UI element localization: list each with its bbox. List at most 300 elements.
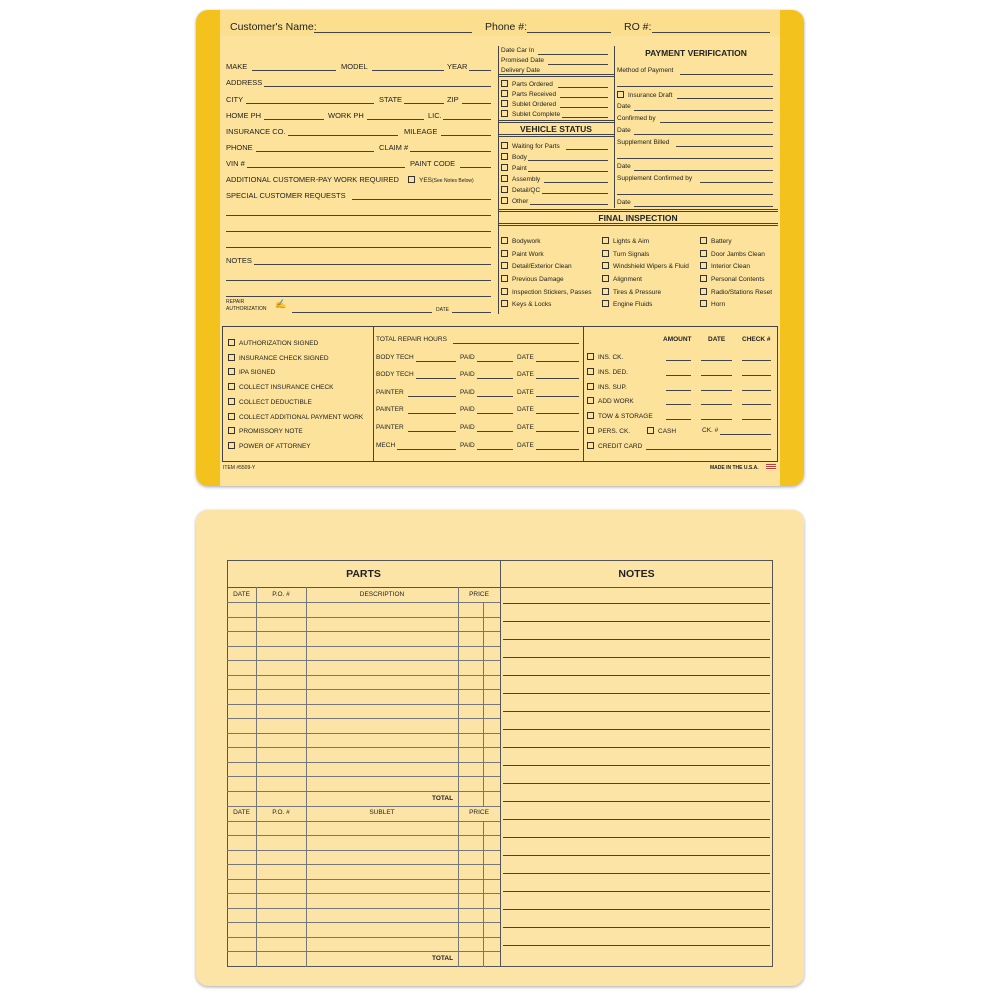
payment-line[interactable] <box>617 194 773 195</box>
inspection-label: Alignment <box>613 276 642 283</box>
table-row[interactable] <box>227 922 500 923</box>
divider <box>498 134 614 137</box>
sublet-complete-checkbox[interactable] <box>501 110 560 118</box>
cash-label: CASH <box>658 428 677 435</box>
inspection-checkbox[interactable] <box>700 275 764 283</box>
insurance-draft-field[interactable] <box>677 98 773 99</box>
ro-label: RO #: <box>624 21 652 33</box>
checklist-item[interactable] <box>228 339 318 347</box>
supplement-billed-field[interactable] <box>676 146 773 147</box>
lic-label: LIC. <box>428 111 442 120</box>
notes-line[interactable] <box>503 603 770 604</box>
special-requests-line[interactable] <box>226 215 491 216</box>
work-ph-field[interactable] <box>367 119 424 120</box>
city-field[interactable] <box>246 103 374 104</box>
customer-name-field[interactable] <box>314 32 472 33</box>
notes-line[interactable] <box>503 837 770 838</box>
notes-line[interactable] <box>254 264 491 265</box>
right-flap <box>780 10 804 486</box>
hours-field[interactable] <box>408 396 456 397</box>
table-row[interactable] <box>227 660 500 661</box>
status-label: Detail/QC <box>512 187 541 194</box>
phone-label: Phone #: <box>485 21 528 33</box>
col-line <box>458 806 459 967</box>
status-field[interactable] <box>542 193 608 194</box>
table-row[interactable] <box>227 762 500 763</box>
table-row[interactable] <box>227 951 500 952</box>
checklist-item[interactable] <box>228 413 363 421</box>
repair-label: REPAIR <box>226 299 245 305</box>
supplement-billed-label: Supplement Billed <box>617 139 670 146</box>
sublet-col-date: DATE <box>233 809 250 816</box>
state-label: STATE <box>379 95 403 104</box>
hours-row-label: BODY TECH <box>376 371 414 378</box>
parts-notes-divider <box>500 560 501 967</box>
special-requests-label: SPECIAL CUSTOMER REQUESTS <box>226 191 346 200</box>
cash-checkbox[interactable] <box>647 427 676 435</box>
home-ph-field[interactable] <box>264 119 324 120</box>
sublet-ordered-field[interactable] <box>560 107 608 108</box>
supplement-date-field[interactable] <box>634 170 773 171</box>
paid-field[interactable] <box>477 361 513 362</box>
table-row[interactable] <box>227 631 500 632</box>
inspection-checkbox[interactable] <box>501 300 551 308</box>
amount-row-label: INS. CK. <box>598 354 624 361</box>
vin-field[interactable] <box>247 167 405 168</box>
notes-line[interactable] <box>503 621 770 622</box>
hours-field[interactable] <box>416 378 456 379</box>
checklist-label: AUTHORIZATION SIGNED <box>239 340 319 347</box>
table-row[interactable] <box>227 835 500 836</box>
inspection-label: Door Jambs Clean <box>711 251 765 258</box>
inspection-checkbox[interactable] <box>501 250 544 258</box>
amount-date-field[interactable] <box>701 419 732 420</box>
date-label: DATE <box>517 424 534 431</box>
hours-row-label: BODY TECH <box>376 354 414 361</box>
date-field[interactable] <box>536 378 579 379</box>
col-line <box>256 587 257 806</box>
paid-field[interactable] <box>477 449 513 450</box>
check-number-field[interactable] <box>742 419 771 420</box>
checklist-label: PROMISSORY NOTE <box>239 428 303 435</box>
paid-label: PAID <box>460 442 475 449</box>
paid-field[interactable] <box>477 396 513 397</box>
divider <box>498 223 778 226</box>
date-field[interactable] <box>536 449 579 450</box>
sublet-col-sublet: SUBLET <box>369 809 395 816</box>
checklist-item[interactable] <box>228 383 334 391</box>
amount-row-label: INS. SUP. <box>598 384 627 391</box>
hours-row-label: PAINTER <box>376 406 404 413</box>
supplement-confirmed-field[interactable] <box>700 182 773 183</box>
state-field[interactable] <box>404 103 444 104</box>
inspection-label: Radio/Stations Reset <box>711 289 773 296</box>
parts-ordered-field[interactable] <box>558 87 608 88</box>
amount-row-checkbox[interactable] <box>587 397 634 405</box>
year-field[interactable] <box>469 70 491 71</box>
inspection-checkbox[interactable] <box>602 300 652 308</box>
status-label: Other <box>512 198 529 205</box>
status-label: Paint <box>512 165 527 172</box>
notes-line[interactable] <box>503 747 770 748</box>
method-of-payment-field[interactable] <box>680 74 773 75</box>
inspection-label: Paint Work <box>512 251 544 258</box>
confirmed-by-label: Confirmed by <box>617 115 656 122</box>
credit-card-field[interactable] <box>646 449 771 450</box>
mileage-field[interactable] <box>441 135 491 136</box>
date-label: DATE <box>517 371 534 378</box>
inspection-checkbox[interactable] <box>501 275 564 283</box>
column-divider <box>373 326 374 462</box>
date-field[interactable] <box>536 413 579 414</box>
column-divider <box>583 326 584 462</box>
parts-col-description: DESCRIPTION <box>359 591 405 598</box>
table-row[interactable] <box>227 675 500 676</box>
total-repair-hours-label: TOTAL REPAIR HOURS <box>376 336 447 343</box>
paid-field[interactable] <box>477 413 513 414</box>
notes-title: NOTES <box>618 568 655 580</box>
inspection-label: Inspection Stickers, Passes <box>512 289 592 296</box>
status-checkbox[interactable] <box>501 175 540 183</box>
auth-date-field[interactable] <box>452 312 491 313</box>
pen-icon: ✍ <box>275 299 287 309</box>
inspection-checkbox[interactable] <box>700 262 750 270</box>
claim-field[interactable] <box>410 151 491 152</box>
pers-ck-checkbox[interactable] <box>587 427 630 435</box>
work-ph-label: WORK PH <box>328 111 364 120</box>
status-label: Body <box>512 154 527 161</box>
divider <box>498 120 614 123</box>
sublet-ordered-checkbox[interactable] <box>501 100 556 108</box>
status-checkbox[interactable] <box>501 142 560 150</box>
date-label: DATE <box>517 406 534 413</box>
hours-row-label: PAINTER <box>376 389 404 396</box>
table-row[interactable] <box>227 908 500 909</box>
inspection-checkbox[interactable] <box>700 237 732 245</box>
inspection-label: Windshield Wipers & Fluid <box>613 263 689 270</box>
checklist-label: COLLECT INSURANCE CHECK <box>239 384 334 391</box>
amount-row-checkbox[interactable] <box>587 368 628 376</box>
home-ph-label: HOME PH <box>226 111 262 120</box>
signature-field[interactable] <box>292 312 432 313</box>
paid-label: PAID <box>460 371 475 378</box>
zip-label: ZIP <box>447 95 459 104</box>
amount-row-label: ADD WORK <box>598 398 634 405</box>
amount-field[interactable] <box>666 360 691 361</box>
inspection-label: Battery <box>711 238 732 245</box>
inspection-label: Keys & Locks <box>512 301 552 308</box>
notes-label: NOTES <box>226 256 252 265</box>
hours-row-label: PAINTER <box>376 424 404 431</box>
table-row[interactable] <box>227 689 500 690</box>
ro-field[interactable] <box>652 32 770 33</box>
confirmed-date-field[interactable] <box>634 134 773 135</box>
model-field[interactable] <box>372 70 444 71</box>
method-of-payment-label: Method of Payment <box>617 67 674 74</box>
vin-label: VIN # <box>226 159 245 168</box>
status-field[interactable] <box>530 204 608 205</box>
yes-label: YES <box>419 177 433 184</box>
credit-card-checkbox[interactable] <box>587 442 642 450</box>
envelope-back <box>196 510 804 986</box>
parts-col-po: P.O. # <box>272 591 290 598</box>
inspection-label: Tires & Pressure <box>613 289 662 296</box>
parts-received-field[interactable] <box>560 97 608 98</box>
check-header: CHECK # <box>742 336 771 343</box>
promised-date-label: Promised Date <box>501 57 544 64</box>
divider <box>498 74 614 77</box>
amount-row-checkbox[interactable] <box>587 383 627 391</box>
table-row[interactable] <box>227 864 500 865</box>
checklist-label: COLLECT ADDITIONAL PAYMENT WORK <box>239 414 364 421</box>
special-requests-line[interactable] <box>226 231 491 232</box>
amount-header: AMOUNT <box>663 336 692 343</box>
checklist-item[interactable] <box>228 368 275 376</box>
inspection-checkbox[interactable] <box>501 288 591 296</box>
parts-ordered-label: Parts Ordered <box>512 81 553 88</box>
customer-name-label: Customer's Name: <box>230 21 317 33</box>
sublet-complete-field[interactable] <box>562 117 608 118</box>
hours-field[interactable] <box>408 413 456 414</box>
payment-verification-title: PAYMENT VERIFICATION <box>645 48 747 58</box>
date-label: DATE <box>517 354 534 361</box>
confirmed-by-field[interactable] <box>660 122 773 123</box>
inspection-checkbox[interactable] <box>700 250 765 258</box>
see-notes-label: (See Notes Below) <box>432 178 474 184</box>
inspection-checkbox[interactable] <box>602 250 649 258</box>
title-divider <box>227 587 773 588</box>
supplement-confirmed-date-field[interactable] <box>634 206 773 207</box>
table-row[interactable] <box>227 776 500 777</box>
notes-line[interactable] <box>503 783 770 784</box>
inspection-checkbox[interactable] <box>700 288 772 296</box>
table-row[interactable] <box>227 704 500 705</box>
table-row[interactable] <box>227 791 500 792</box>
table-row <box>227 806 500 807</box>
table-row[interactable] <box>227 718 500 719</box>
envelope-front <box>196 10 804 486</box>
table-row[interactable] <box>227 879 500 880</box>
inspection-checkbox[interactable] <box>602 288 661 296</box>
date-field[interactable] <box>536 431 579 432</box>
notes-line[interactable] <box>503 891 770 892</box>
amount-field[interactable] <box>666 404 691 405</box>
supplement-confirmed-date-label: Date <box>617 199 631 206</box>
city-label: CITY <box>226 95 244 104</box>
amount-date-field[interactable] <box>701 390 732 391</box>
check-number-field[interactable] <box>742 404 771 405</box>
parts-title: PARTS <box>346 568 381 580</box>
inspection-label: Engine Fluids <box>613 301 653 308</box>
notes-line[interactable] <box>503 729 770 730</box>
amount-field[interactable] <box>666 390 691 391</box>
notes-line[interactable] <box>503 873 770 874</box>
payment-line[interactable] <box>617 86 773 87</box>
notes-line[interactable] <box>503 657 770 658</box>
pers-ck-label: PERS. CK. <box>598 428 631 435</box>
insurance-draft-label: Insurance Draft <box>628 92 673 99</box>
sublet-col-price: PRICE <box>469 809 489 816</box>
date-field[interactable] <box>536 361 579 362</box>
inspection-checkbox[interactable] <box>501 262 572 270</box>
col-line <box>256 806 257 967</box>
make-field[interactable] <box>252 70 336 71</box>
hours-field[interactable] <box>408 431 456 432</box>
column-divider <box>498 46 499 314</box>
make-label: MAKE <box>226 62 248 71</box>
check-number-field[interactable] <box>742 390 771 391</box>
paid-label: PAID <box>460 389 475 396</box>
parts-ordered-checkbox[interactable] <box>501 80 553 88</box>
inspection-label: Horn <box>711 301 726 308</box>
checklist-item[interactable] <box>228 398 312 406</box>
status-field[interactable] <box>566 149 608 150</box>
checklist-label: POWER OF ATTORNEY <box>239 443 311 450</box>
inspection-label: Interior Clean <box>711 263 751 270</box>
phone-field[interactable] <box>527 32 611 33</box>
year-label: YEAR <box>447 62 468 71</box>
checklist-item[interactable] <box>228 442 311 450</box>
parts-col-price: PRICE <box>469 591 489 598</box>
table-row[interactable] <box>227 617 500 618</box>
hours-field[interactable] <box>416 361 456 362</box>
additional-work-label: ADDITIONAL CUSTOMER-PAY WORK REQUIRED <box>226 175 399 184</box>
notes-line[interactable] <box>503 711 770 712</box>
notes-line[interactable] <box>503 675 770 676</box>
notes-line[interactable] <box>503 765 770 766</box>
phone-field-2[interactable] <box>256 151 374 152</box>
status-checkbox[interactable] <box>501 186 540 194</box>
amount-field[interactable] <box>666 419 691 420</box>
supplement-confirmed-label: Supplement Confirmed by <box>617 175 693 182</box>
notes-line[interactable] <box>503 945 770 946</box>
status-field[interactable] <box>544 182 608 183</box>
amount-row-checkbox[interactable] <box>587 412 653 420</box>
table-row[interactable] <box>227 733 500 734</box>
date-field[interactable] <box>536 396 579 397</box>
check-number-field[interactable] <box>742 360 771 361</box>
col-line <box>306 806 307 967</box>
status-field[interactable] <box>528 160 608 161</box>
sublet-complete-label: Sublet Complete <box>512 111 561 118</box>
inspection-checkbox[interactable] <box>602 275 642 283</box>
inspection-checkbox[interactable] <box>700 300 725 308</box>
promised-date-field[interactable] <box>548 64 608 65</box>
inspection-label: Lights & Aim <box>613 238 650 245</box>
amount-date-field[interactable] <box>701 375 732 376</box>
lic-field[interactable] <box>443 119 491 120</box>
insurance-co-field[interactable] <box>288 135 398 136</box>
inspection-checkbox[interactable] <box>602 262 689 270</box>
date-car-in-field[interactable] <box>538 54 608 55</box>
total-repair-hours-field[interactable] <box>453 343 579 344</box>
amount-row-checkbox[interactable] <box>587 353 623 361</box>
notes-line[interactable] <box>503 801 770 802</box>
status-field[interactable] <box>528 171 608 172</box>
amount-field[interactable] <box>666 375 691 376</box>
checklist-label: INSURANCE CHECK SIGNED <box>239 355 329 362</box>
date-header: DATE <box>708 336 726 343</box>
address-field[interactable] <box>264 86 491 87</box>
credit-card-label: CREDIT CARD <box>598 443 643 450</box>
amount-row-label: INS. DED. <box>598 369 628 376</box>
paid-field[interactable] <box>477 431 513 432</box>
table-row[interactable] <box>227 893 500 894</box>
hours-field[interactable] <box>397 449 456 450</box>
table-row[interactable] <box>227 850 500 851</box>
paint-code-label: PAINT CODE <box>410 159 456 168</box>
sublet-ordered-label: Sublet Ordered <box>512 101 557 108</box>
special-requests-line[interactable] <box>226 247 491 248</box>
sublet-total-label: TOTAL <box>432 955 454 962</box>
notes-line[interactable] <box>503 927 770 928</box>
checklist-item[interactable] <box>228 427 303 435</box>
notes-line[interactable] <box>226 280 491 281</box>
zip-field[interactable] <box>462 103 491 104</box>
hours-row-label: MECH <box>376 442 396 449</box>
notes-line[interactable] <box>503 909 770 910</box>
amount-date-field[interactable] <box>701 360 732 361</box>
status-label: Waiting for Parts <box>512 143 560 150</box>
delivery-date-label: Delivery Date <box>501 67 541 74</box>
paint-code-field[interactable] <box>460 167 491 168</box>
table-row[interactable] <box>227 821 500 822</box>
special-requests-line[interactable] <box>352 199 491 200</box>
ck-number-field[interactable] <box>720 434 771 435</box>
sublet-col-po: P.O. # <box>272 809 290 816</box>
table-row[interactable] <box>227 937 500 938</box>
status-checkbox[interactable] <box>501 164 527 172</box>
amount-date-field[interactable] <box>701 404 732 405</box>
notes-line[interactable] <box>503 855 770 856</box>
notes-line[interactable] <box>226 296 491 297</box>
paid-field[interactable] <box>477 378 513 379</box>
payment-line[interactable] <box>617 158 773 159</box>
paid-label: PAID <box>460 424 475 431</box>
phone-label-2: PHONE <box>226 143 253 152</box>
date-label: DATE <box>517 442 534 449</box>
payment-date-label: Date <box>617 103 631 110</box>
inspection-checkbox[interactable] <box>501 237 541 245</box>
notes-line[interactable] <box>503 639 770 640</box>
inspection-label: Personal Contents <box>711 276 765 283</box>
checklist-item[interactable] <box>228 354 329 362</box>
yes-checkbox[interactable] <box>408 176 432 184</box>
inspection-label: Previous Damage <box>512 276 564 283</box>
item-number: ITEM #5509-Y <box>223 465 256 471</box>
made-in-usa: MADE IN THE U.S.A. <box>710 465 759 471</box>
column-divider <box>614 46 615 208</box>
parts-received-checkbox[interactable] <box>501 90 556 98</box>
table-row[interactable] <box>227 747 500 748</box>
insurance-draft-checkbox[interactable] <box>617 91 672 99</box>
table-row[interactable] <box>227 646 500 647</box>
date-label: DATE <box>517 389 534 396</box>
check-number-field[interactable] <box>742 375 771 376</box>
payment-date-field[interactable] <box>634 110 773 111</box>
table-row[interactable] <box>227 602 500 603</box>
status-checkbox[interactable] <box>501 197 528 205</box>
claim-label: CLAIM # <box>379 143 409 152</box>
notes-line[interactable] <box>503 819 770 820</box>
mileage-label: MILEAGE <box>404 127 438 136</box>
inspection-checkbox[interactable] <box>602 237 649 245</box>
status-checkbox[interactable] <box>501 153 527 161</box>
insurance-co-label: INSURANCE CO. <box>226 127 286 136</box>
col-line <box>458 587 459 806</box>
paid-label: PAID <box>460 354 475 361</box>
notes-line[interactable] <box>503 693 770 694</box>
